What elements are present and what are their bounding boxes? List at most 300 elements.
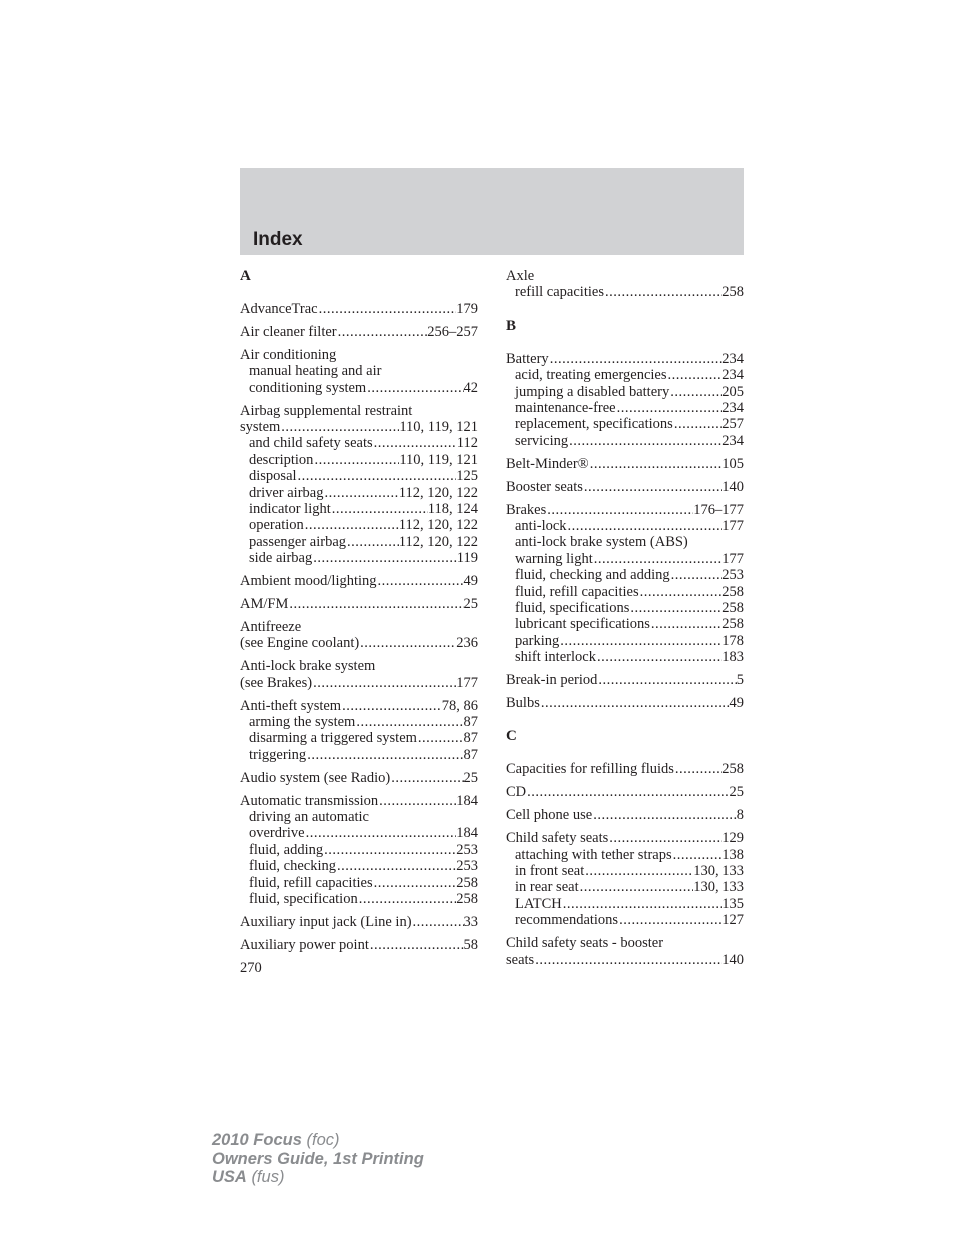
index-subentry-line <box>240 842 478 858</box>
dot-leader <box>312 550 457 566</box>
dot-leader <box>280 419 399 435</box>
dot-leader <box>593 551 723 567</box>
dot-leader <box>596 649 722 665</box>
entry-term: fluid, refill capacities <box>249 874 373 891</box>
entry-term: Capacities for refilling fluids <box>506 761 674 778</box>
entry-term: jumping a disabled battery <box>515 383 670 400</box>
entry-term: driver airbag <box>249 484 324 501</box>
index-subentry-line <box>506 284 744 300</box>
dot-leader <box>546 502 693 518</box>
index-entry <box>506 807 744 823</box>
index-entry-line <box>240 793 478 809</box>
index-subentry-line <box>506 400 744 416</box>
index-entry <box>506 502 744 666</box>
index-entry-line <box>240 419 478 435</box>
spacer <box>506 711 744 728</box>
entry-page-ref: 179 <box>456 301 478 317</box>
entry-page-ref: 130, 133 <box>693 879 744 896</box>
footer-line-2 <box>212 1150 424 1169</box>
index-subentry-line <box>240 891 478 907</box>
entry-term: Anti-lock brake system <box>240 658 376 675</box>
entry-term: shift interlock <box>515 649 596 666</box>
dot-leader <box>346 534 399 550</box>
index-subentry-line <box>506 367 744 383</box>
entry-page-ref: 234 <box>722 350 744 367</box>
index-subentry-line <box>506 551 744 567</box>
entry-term: warning light <box>515 550 593 567</box>
dot-leader <box>549 351 723 367</box>
dot-leader <box>304 517 399 533</box>
entry-term: Air conditioning <box>240 346 337 363</box>
footer-market-code: (fus) <box>251 1168 285 1186</box>
index-entry-line <box>240 324 478 340</box>
entry-page-ref: 138 <box>722 846 744 863</box>
entry-page-ref: 234 <box>722 367 744 384</box>
dot-leader <box>534 952 722 968</box>
entry-term: servicing <box>515 432 569 449</box>
entry-term: Belt-Minder® <box>506 455 589 472</box>
entry-term: Child safety seats <box>506 830 609 847</box>
dot-leader <box>579 879 694 895</box>
section-letter: A <box>240 268 251 284</box>
index-subentry-line <box>240 501 478 517</box>
index-entry <box>240 619 478 652</box>
dot-leader <box>559 633 722 649</box>
entry-page-ref: 110, 119, 121 <box>399 418 478 435</box>
index-subentry-line <box>240 517 478 533</box>
entry-page-ref: 178 <box>722 632 744 649</box>
dot-leader <box>540 695 730 711</box>
entry-term: Airbag supplemental restraint <box>240 402 413 419</box>
entry-page-ref: 205 <box>722 383 744 400</box>
index-subentry-line <box>506 416 744 432</box>
entry-term: (see Engine coolant) <box>240 635 360 652</box>
spacer <box>506 301 744 318</box>
dot-leader <box>584 863 693 879</box>
entry-page-ref: 130, 133 <box>693 862 744 879</box>
entry-page-ref: 253 <box>722 567 744 584</box>
index-entry <box>506 761 744 777</box>
entry-term: Axle <box>506 268 535 284</box>
entry-page-ref: 125 <box>456 468 478 485</box>
section-letter: B <box>506 317 517 334</box>
dot-leader <box>670 567 723 583</box>
entry-term: Auxiliary input jack (Line in) <box>240 913 412 930</box>
index-subentry-line <box>506 616 744 632</box>
dot-leader <box>412 914 464 930</box>
entry-page-ref: 258 <box>456 891 478 907</box>
entry-term: side airbag <box>249 550 313 567</box>
entry-term: fluid, specification <box>249 891 358 907</box>
entry-page-ref: 119 <box>456 550 478 567</box>
index-entry-line <box>240 635 478 651</box>
dot-leader <box>672 847 723 863</box>
index-entry-line <box>240 619 478 635</box>
footer-guide: Owners Guide, 1st Printing <box>212 1149 424 1168</box>
entry-term: Audio system (see Radio) <box>240 769 391 786</box>
entry-term: in rear seat <box>515 879 579 896</box>
entry-term: triggering <box>249 746 307 763</box>
entry-page-ref: 184 <box>456 792 478 809</box>
entry-term: Cell phone use <box>506 807 593 824</box>
entry-page-ref: 8 <box>736 807 744 824</box>
entry-page-ref: 25 <box>463 769 478 786</box>
index-entry-line <box>240 403 478 419</box>
entry-page-ref: 87 <box>463 713 478 730</box>
entry-term: fluid, checking <box>249 858 336 875</box>
footer-model: 2010 Focus <box>212 1131 302 1149</box>
index-subentry-line <box>240 363 478 379</box>
index-subentry-line <box>506 863 744 879</box>
entry-term: indicator light <box>249 500 331 517</box>
entry-page-ref: 112 <box>456 435 478 452</box>
dot-leader <box>377 573 464 589</box>
dot-leader <box>366 380 463 396</box>
entry-term: Brakes <box>506 501 547 518</box>
index-entry-line <box>506 479 744 495</box>
dot-leader <box>567 518 723 534</box>
index-entry-line <box>506 456 744 472</box>
index-entry-line <box>240 347 478 363</box>
entry-page-ref: 118, 124 <box>427 500 478 517</box>
footer-line-1 <box>212 1131 424 1150</box>
entry-term: attaching with tether straps <box>515 846 672 863</box>
entry-term: fluid, specifications <box>515 600 630 616</box>
index-entry <box>240 658 478 691</box>
dot-leader <box>337 324 428 340</box>
entry-page-ref: 258 <box>722 616 744 633</box>
entry-term: LATCH <box>515 895 562 912</box>
dot-leader <box>373 875 457 891</box>
entry-term: overdrive <box>249 825 305 842</box>
dot-leader <box>667 367 723 383</box>
entry-term: in front seat <box>515 862 585 879</box>
index-entry-line <box>506 502 744 518</box>
entry-page-ref: 25 <box>729 784 744 801</box>
entry-term: disarming a triggered system <box>249 730 417 747</box>
index-subentry-line <box>506 649 744 665</box>
dot-leader <box>673 416 722 432</box>
entry-page-ref: 256–257 <box>427 323 478 340</box>
entry-term: (see Brakes) <box>240 674 313 691</box>
entry-page-ref: 258 <box>722 583 744 600</box>
index-subentry-line <box>240 435 478 451</box>
entry-term: lubricant specifications <box>515 616 650 633</box>
entry-page-ref: 58 <box>463 936 478 953</box>
index-subentry-line <box>240 468 478 484</box>
dot-leader <box>313 452 399 468</box>
entry-term: Automatic transmission <box>240 792 379 809</box>
entry-term: manual heating and air <box>249 363 382 380</box>
index-entry <box>240 793 478 908</box>
entry-page-ref: 112, 120, 122 <box>398 533 478 550</box>
entry-page-ref: 112, 120, 122 <box>398 484 478 501</box>
entry-page-ref: 177 <box>722 517 744 534</box>
entry-page-ref: 176–177 <box>693 501 744 518</box>
entry-page-ref: 258 <box>456 874 478 891</box>
entry-page-ref: 105 <box>722 455 744 472</box>
entry-term: AM/FM <box>240 596 289 612</box>
entry-term: Child safety seats - booster <box>506 935 664 952</box>
entry-term: refill capacities <box>515 284 604 301</box>
entry-page-ref: 49 <box>463 573 478 590</box>
index-entry-line <box>506 672 744 688</box>
index-subentry-line <box>240 452 478 468</box>
index-entry-line <box>506 784 744 800</box>
dot-leader <box>650 616 722 632</box>
dot-leader <box>358 891 457 907</box>
entry-term: acid, treating emergencies <box>515 367 667 384</box>
index-subentry-line <box>240 534 478 550</box>
index-subentry-line <box>240 825 478 841</box>
index-subentry-line <box>240 875 478 891</box>
index-entry <box>506 672 744 688</box>
entry-page-ref: 234 <box>722 432 744 449</box>
entry-page-ref: 87 <box>463 730 478 747</box>
index-entry <box>506 695 744 711</box>
spacer <box>506 744 744 761</box>
dot-leader <box>323 842 456 858</box>
entry-term: AdvanceTrac <box>240 301 318 317</box>
entry-term: and child safety seats <box>249 435 373 452</box>
entry-term: Antifreeze <box>240 618 302 635</box>
dot-leader <box>568 433 722 449</box>
entry-page-ref: 112, 120, 122 <box>398 517 478 534</box>
index-column-left <box>240 268 478 953</box>
dot-leader <box>616 400 723 416</box>
dot-leader <box>618 912 722 928</box>
index-header-bar <box>240 168 744 255</box>
entry-page-ref: 49 <box>729 695 744 712</box>
entry-page-ref: 257 <box>722 416 744 433</box>
entry-page-ref: 140 <box>722 951 744 968</box>
entry-page-ref: 177 <box>722 550 744 567</box>
index-subentry-line <box>506 433 744 449</box>
entry-page-ref: 42 <box>463 379 478 396</box>
entry-term: Bulbs <box>506 695 540 712</box>
index-entry <box>240 301 478 317</box>
page-title: Index <box>253 229 303 250</box>
dot-leader <box>359 635 456 651</box>
entry-term: recommendations <box>515 912 619 929</box>
index-entry-line <box>506 695 744 711</box>
index-subentry-line <box>506 600 744 616</box>
index-entry-line <box>240 573 478 589</box>
index-entry <box>240 596 478 612</box>
dot-leader <box>608 830 722 846</box>
entry-page-ref: 236 <box>456 635 478 652</box>
dot-leader <box>297 468 457 484</box>
entry-term: Booster seats <box>506 478 583 495</box>
entry-term: Battery <box>506 350 549 367</box>
footer-print-info <box>212 1131 424 1187</box>
entry-term: anti-lock <box>515 517 567 534</box>
dot-leader <box>305 825 457 841</box>
index-entry <box>240 403 478 567</box>
entry-term: fluid, refill capacities <box>515 583 639 600</box>
entry-page-ref: 110, 119, 121 <box>399 451 478 468</box>
dot-leader <box>597 672 736 688</box>
dot-leader <box>312 675 456 691</box>
dot-leader <box>674 761 722 777</box>
entry-term: Air cleaner filter <box>240 323 337 340</box>
index-entry-line <box>506 761 744 777</box>
entry-page-ref: 87 <box>463 746 478 763</box>
index-entry-line <box>240 698 478 714</box>
entry-page-ref: 25 <box>463 596 478 612</box>
footer-line-3 <box>212 1168 424 1187</box>
index-entry-line <box>240 914 478 930</box>
index-subentry-line <box>506 879 744 895</box>
dot-leader <box>373 435 457 451</box>
entry-page-ref: 5 <box>736 672 744 689</box>
entry-page-ref: 234 <box>722 400 744 417</box>
entry-term: Auxiliary power point <box>240 936 369 953</box>
index-subentry-line <box>506 584 744 600</box>
entry-term: anti-lock brake system (ABS) <box>515 534 688 551</box>
footer-market: USA <box>212 1168 247 1186</box>
index-subentry-line <box>240 485 478 501</box>
index-subentry-line <box>506 518 744 534</box>
entry-term: disposal <box>249 468 297 485</box>
entry-term: arming the system <box>249 713 356 730</box>
dot-leader <box>562 896 723 912</box>
index-subentry-line <box>506 847 744 863</box>
index-subentry-line <box>240 809 478 825</box>
index-entry-line <box>240 301 478 317</box>
index-entry <box>506 784 744 800</box>
dot-leader <box>390 770 463 786</box>
index-entry-line <box>240 658 478 674</box>
entry-term: maintenance-free <box>515 400 616 417</box>
index-entry-line <box>506 830 744 846</box>
entry-page-ref: 33 <box>463 913 478 930</box>
entry-page-ref: 258 <box>722 600 744 616</box>
dot-leader <box>306 747 463 763</box>
index-entry <box>240 698 478 764</box>
entry-term: operation <box>249 517 304 534</box>
entry-term: system <box>240 418 281 435</box>
index-entry <box>240 914 478 930</box>
entry-term: CD <box>506 784 527 801</box>
entry-term: fluid, checking and adding <box>515 567 670 584</box>
entry-page-ref: 140 <box>722 478 744 495</box>
index-subentry-line <box>240 858 478 874</box>
index-subentry-line <box>506 567 744 583</box>
entry-page-ref: 177 <box>456 674 478 691</box>
spacer <box>506 334 744 351</box>
index-entry-line <box>240 770 478 786</box>
dot-leader <box>355 714 463 730</box>
dot-leader <box>589 456 723 472</box>
dot-leader <box>592 807 737 823</box>
index-entry-line <box>240 596 478 612</box>
index-subentry-line <box>506 633 744 649</box>
index-column-right <box>506 268 744 968</box>
index-entry-line <box>240 675 478 691</box>
entry-term: driving an automatic <box>249 808 369 825</box>
index-entry-line <box>506 268 744 284</box>
entry-page-ref: 253 <box>456 858 478 875</box>
index-entry-line <box>240 937 478 953</box>
dot-leader <box>318 301 457 317</box>
index-subentry-line <box>506 912 744 928</box>
index-entry <box>506 351 744 449</box>
dot-leader <box>583 479 722 495</box>
index-entry <box>240 770 478 786</box>
index-entry <box>506 830 744 928</box>
entry-term: description <box>249 451 314 468</box>
index-subentry-line <box>240 747 478 763</box>
entry-page-ref: 184 <box>456 825 478 842</box>
index-entry <box>506 479 744 495</box>
dot-leader <box>669 384 722 400</box>
index-subentry-line <box>506 896 744 912</box>
entry-term: parking <box>515 632 560 649</box>
entry-term: passenger airbag <box>249 533 347 550</box>
entry-page-ref: 183 <box>722 649 744 666</box>
dot-leader <box>369 937 464 953</box>
entry-page-ref: 258 <box>722 284 744 301</box>
entry-term: fluid, adding <box>249 841 324 858</box>
dot-leader <box>639 584 723 600</box>
entry-page-ref: 129 <box>722 830 744 847</box>
entry-page-ref: 258 <box>722 761 744 778</box>
dot-leader <box>336 858 456 874</box>
index-subentry-line <box>506 534 744 550</box>
dot-leader <box>341 698 442 714</box>
dot-leader <box>378 793 456 809</box>
index-entry-line <box>506 807 744 823</box>
footer-model-code: (foc) <box>306 1131 340 1149</box>
spacer <box>240 284 478 301</box>
index-subentry-line <box>506 384 744 400</box>
index-entry <box>506 268 744 301</box>
index-entry <box>240 324 478 340</box>
entry-term: Anti-theft system <box>240 697 342 714</box>
index-entry-line <box>506 952 744 968</box>
index-entry <box>506 935 744 968</box>
entry-page-ref: 127 <box>722 912 744 929</box>
entry-term: replacement, specifications <box>515 416 673 433</box>
index-subentry-line <box>240 550 478 566</box>
index-subentry-line <box>240 730 478 746</box>
dot-leader <box>526 784 729 800</box>
dot-leader <box>417 730 464 746</box>
index-entry-line <box>506 935 744 951</box>
entry-term: Break-in period <box>506 672 598 689</box>
index-entry-line <box>506 351 744 367</box>
dot-leader <box>288 596 463 612</box>
dot-leader <box>629 600 722 616</box>
index-subentry-line <box>240 380 478 396</box>
index-entry <box>240 573 478 589</box>
entry-page-ref: 135 <box>722 895 744 912</box>
entry-term: Ambient mood/lighting <box>240 573 377 590</box>
dot-leader <box>331 501 428 517</box>
index-entry <box>240 937 478 953</box>
index-subentry-line <box>240 714 478 730</box>
entry-term: seats <box>506 951 535 968</box>
entry-term: conditioning system <box>249 379 367 396</box>
page-number: 270 <box>240 960 262 976</box>
index-entry <box>240 347 478 396</box>
dot-leader <box>323 485 398 501</box>
index-entry <box>506 456 744 472</box>
entry-page-ref: 253 <box>456 841 478 858</box>
section-letter: C <box>506 728 517 745</box>
dot-leader <box>604 284 722 300</box>
